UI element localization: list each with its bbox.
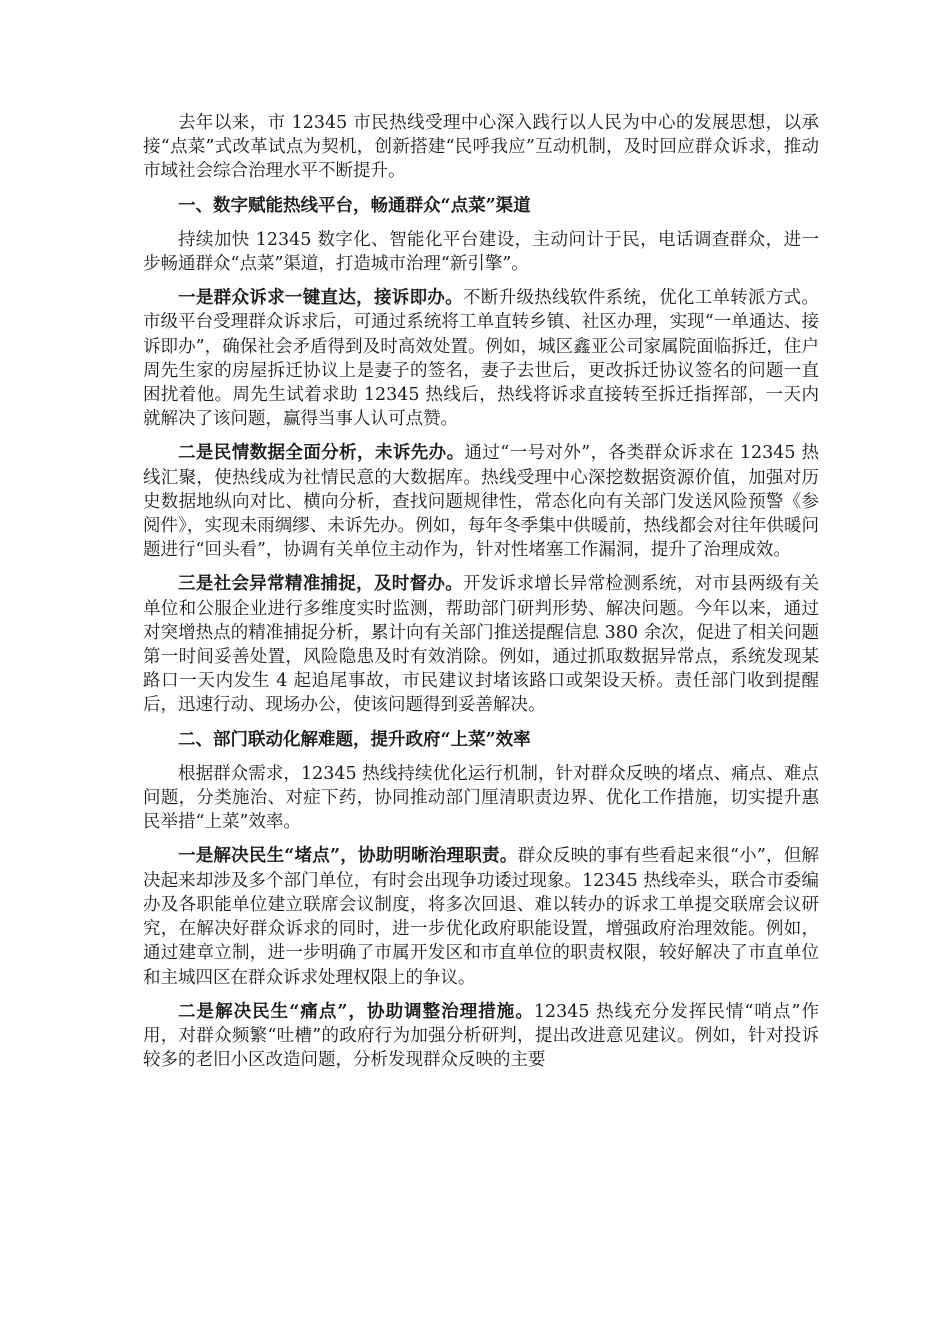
section-1-item-1 (143, 286, 819, 431)
section-1-summary: 持续加快 12345 数字化、智能化平台建设，主动问计于民，电话调查群众，进一步畅通群众“点菜”渠道，打造城市治理“新引擎”。 (143, 229, 819, 275)
item-lead: 一是群众诉求一键直达，接诉即办。 (178, 288, 464, 309)
section-2-item-1 (143, 844, 819, 989)
section-2-heading: 二、部门联动化解难题，提升政府“上菜”效率 (178, 729, 531, 750)
section-1-item-3 (143, 572, 819, 717)
item-text: 群众反映的事有些看起来很“小”，但解决起来却涉及多个部门单位，有时会出现争功诿过现象。12345 热线牵头，联合市委编办及各职能单位建立联席会议制度，将多次回退、难以转办的诉求工单提交联席会议研究，在解决好群众诉求的同时，进一步优化政府职能设置，增强政府治理效能。例如，通过建章立制，进一步明确了市属开发区和市直单位的职责权限，较好解决了市直单位和主城四区在群众诉求处理权限上的争议。 (143, 846, 819, 988)
section-1-item-2 (143, 441, 819, 562)
intro-paragraph: 去年以来，市 12345 市民热线受理中心深入践行以人民为中心的发展思想，以承接“点菜”式改革试点为契机，创新搭建“民呼我应”互动机制，及时回应群众诉求，推动市域社会综合治理水平不断提升。 (143, 113, 819, 182)
item-lead: 一是解决民生“堵点”，协助明晰治理职责。 (178, 846, 518, 867)
item-text: 12345 热线充分发挥民情“哨点”作用，对群众频繁“吐槽”的政府行为加强分析研判，提出改进意见建议。例如，针对投诉较多的老旧小区改造问题，分析发现群众反映的主要 (143, 1001, 819, 1071)
item-text: 开发诉求增长异常检测系统，对市县两级有关单位和公服企业进行多维度实时监测，帮助部门研判形势、解决问题。今年以来，通过对突增热点的精准捕捉分析，累计向有关部门推送提醒信息 380 余次，促进了相关问题第一时间妥善处置，风险隐患及时有效消除。例如，通过抓取数据异常点，系统发现某路口一天内发生 4 起追尾事故，市民建议封堵该路口或架设天桥。责任部门收到提醒后，迅速行动、现场办公，使该问题得到妥善解决。 (143, 574, 820, 716)
item-lead: 二是民情数据全面分析，未诉先办。 (178, 443, 465, 464)
item-lead: 三是社会异常精准捕捉，及时督办。 (178, 574, 464, 595)
document-page (143, 111, 819, 1082)
section-2-summary: 根据群众需求，12345 热线持续优化运行机制，针对群众反映的堵点、痛点、难点问题，分类施治、对症下药，协同推动部门厘清职责边界、优化工作措施，切实提升惠民举措“上菜”效率。 (143, 763, 819, 833)
item-lead: 二是解决民生“痛点”，协助调整治理措施。 (178, 1001, 534, 1022)
section-1-heading: 一、数字赋能热线平台，畅通群众“点菜”渠道 (178, 195, 531, 216)
item-text: 通过“一号对外”，各类群众诉求在 12345 热线汇聚，使热线成为社情民意的大数据库。热线受理中心深挖数据资源价值，加强对历史数据地纵向对比、横向分析，查找问题规律性，常态化向有关部门发送风险预警《参阅件》，实现未雨绸缪、未诉先办。例如，每年冬季集中供暖前，热线都会对往年供暖问题进行“回头看”，协调有关单位主动作为，针对性堵塞工作漏洞，提升了治理成效。 (143, 443, 819, 561)
item-text: 不断升级热线软件系统，优化工单转派方式。市级平台受理群众诉求后，可通过系统将工单直转乡镇、社区办理，实现“一单通达、接诉即办”，确保社会矛盾得到及时高效处置。例如，城区鑫亚公司家属院面临拆迁，住户周先生家的房屋拆迁协议上是妻子的签名，妻子去世后，更改拆迁协议签名的问题一直困扰着他。周先生试着求助 12345 热线后，热线将诉求直接转至拆迁指挥部，一天内就解决了该问题，赢得当事人认可点赞。 (143, 288, 820, 430)
section-2-item-2 (143, 1000, 819, 1073)
